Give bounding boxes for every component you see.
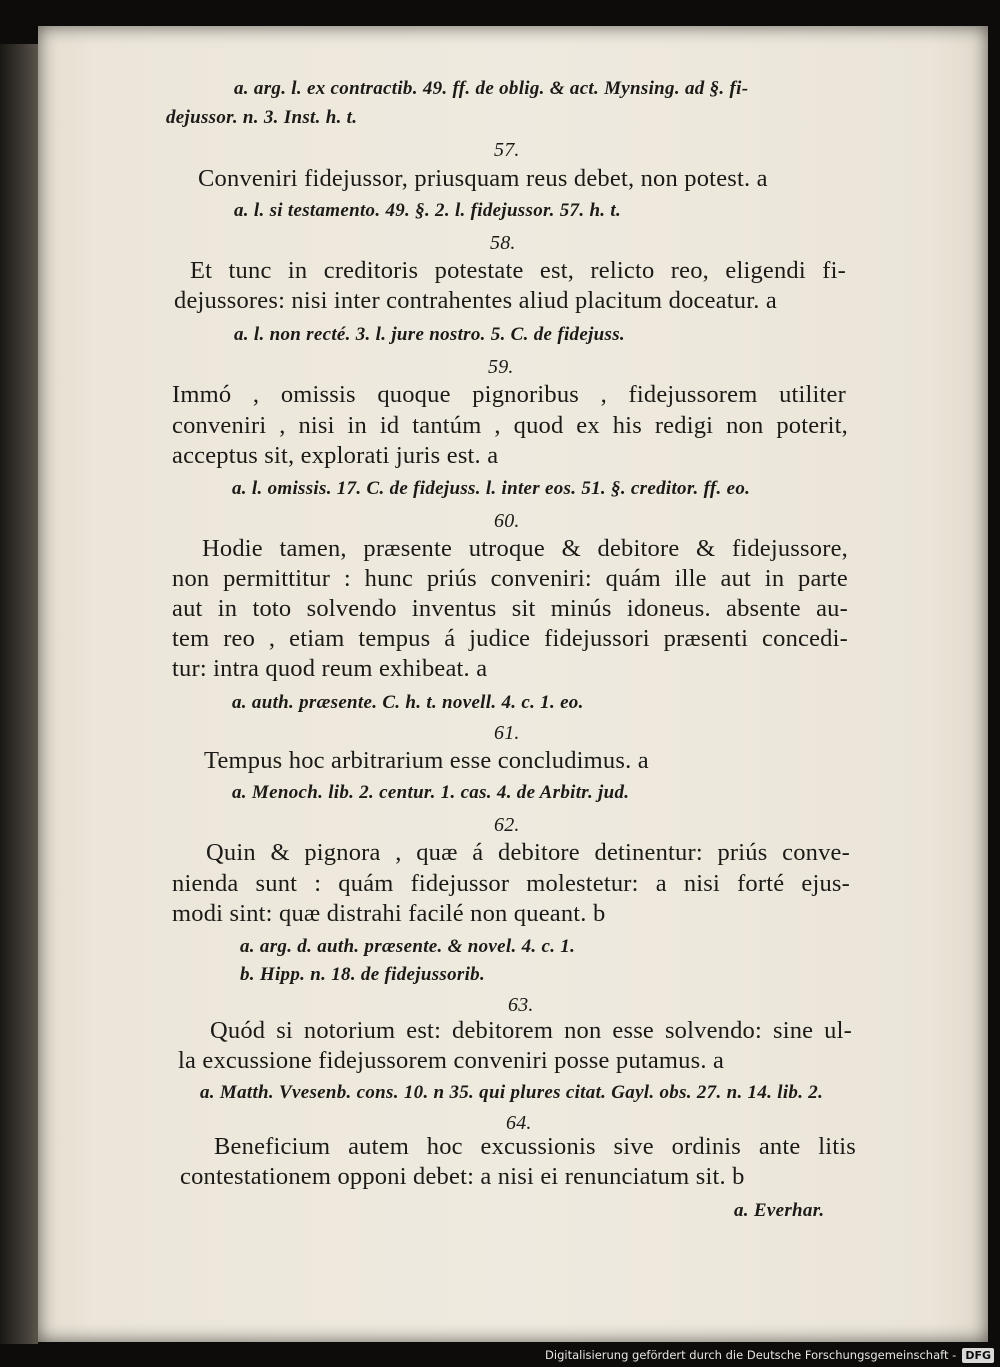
body-line: aut in toto solvendo inventus sit minús idoneus. absente au-: [172, 595, 848, 622]
footnote-line: a. arg. l. ex contractib. 49. ff. de oblig. & act. Mynsing. ad §. fi-: [234, 78, 749, 99]
body-line: Et tunc in creditoris potestate est, relicto reo, eligendi fi-: [190, 257, 846, 284]
body-line: contestationem opponi debet: a nisi ei renunciatum sit. b: [180, 1163, 745, 1190]
body-line: Immó , omissis quoque pignoribus , fidejussorem utiliter: [172, 381, 846, 408]
body-line: acceptus sit, explorati juris est. a: [172, 442, 499, 469]
footnote-line: a. l. non recté. 3. l. jure nostro. 5. C. de fidejuss.: [234, 324, 625, 345]
body-line: Tempus hoc arbitrarium esse concludimus. a: [204, 747, 649, 774]
body-line: conveniri , nisi in id tantúm , quod ex his redigi non poterit,: [172, 412, 848, 439]
section-number: 64.: [506, 1112, 532, 1134]
body-line: modi sint: quæ distrahi facilé non queant. b: [172, 900, 606, 927]
catchword: a. Everhar.: [734, 1200, 825, 1221]
body-line: Conveniri fidejussor, priusquam reus debet, non potest. a: [198, 165, 768, 192]
body-line: Beneficium autem hoc excussionis sive ordinis ante litis: [214, 1133, 856, 1160]
footnote-line: a. l. si testamento. 49. §. 2. l. fidejussor. 57. h. t.: [234, 200, 622, 221]
body-line: non permittitur : hunc priús conveniri: quám ille aut in parte: [172, 565, 848, 592]
dfg-logo: DFG: [962, 1348, 994, 1363]
footnote-line: a. Menoch. lib. 2. centur. 1. cas. 4. de Arbitr. jud.: [232, 782, 630, 803]
body-line: nienda sunt : quám fidejussor molestetur: a nisi forté ejus-: [172, 870, 850, 897]
body-line: dejussores: nisi inter contrahentes aliud placitum doceatur. a: [174, 287, 777, 314]
credit-text: Digitalisierung gefördert durch die Deutsche Forschungsgemeinschaft -: [545, 1348, 957, 1362]
footnote-line: b. Hipp. n. 18. de fidejussorib.: [240, 964, 486, 985]
footnote-line: a. l. omissis. 17. C. de fidejuss. l. inter eos. 51. §. creditor. ff. eo.: [232, 478, 751, 499]
section-number: 62.: [494, 814, 520, 836]
body-line: tem reo , etiam tempus á judice fidejussori præsenti concedi-: [172, 625, 848, 652]
digitization-credit: [0, 1345, 1000, 1365]
section-number: 61.: [494, 722, 520, 744]
section-number: 59.: [488, 356, 514, 378]
section-number: 63.: [508, 994, 534, 1016]
section-number: 57.: [494, 139, 520, 161]
book-gutter: [0, 44, 38, 1344]
footnote-line: a. Matth. Vvesenb. cons. 10. n 35. qui plures citat. Gayl. obs. 27. n. 14. lib. 2.: [200, 1082, 824, 1103]
body-line: Hodie tamen, præsente utroque & debitore & fidejussore,: [202, 535, 848, 562]
body-line: Quin & pignora , quæ á debitore detinentur: priús conve-: [206, 839, 850, 866]
footnote-line: a. auth. præsente. C. h. t. novell. 4. c. 1. eo.: [232, 692, 584, 713]
footnote-line: a. arg. d. auth. præsente. & novel. 4. c. 1.: [240, 936, 576, 957]
body-line: la excussione fidejussorem conveniri posse putamus. a: [178, 1047, 725, 1074]
footnote-line: dejussor. n. 3. Inst. h. t.: [166, 107, 358, 128]
body-line: tur: intra quod reum exhibeat. a: [172, 655, 488, 682]
body-line: Quód si notorium est: debitorem non esse solvendo: sine ul-: [210, 1017, 852, 1044]
section-number: 58.: [490, 232, 516, 254]
section-number: 60.: [494, 510, 520, 532]
